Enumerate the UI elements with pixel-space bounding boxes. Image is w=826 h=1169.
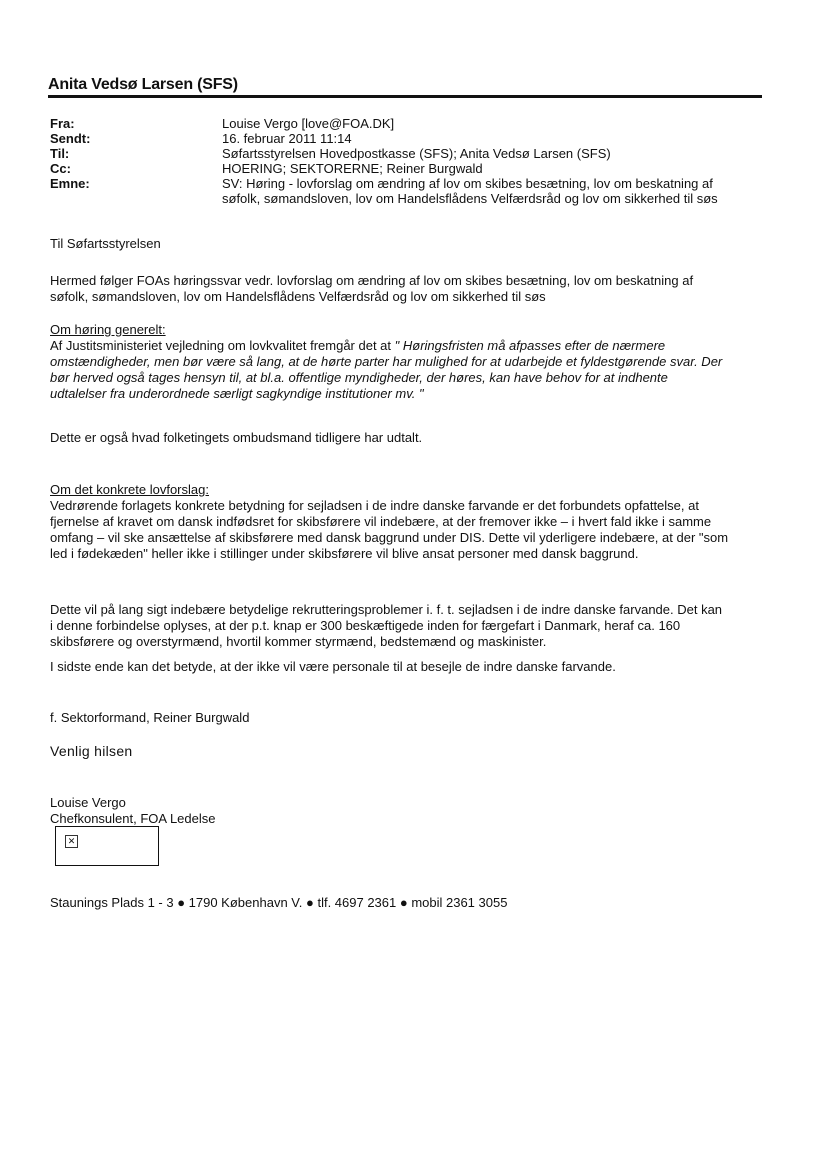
subject-label: Emne:: [50, 176, 90, 191]
general-lead: Af Justitsministeriet vejledning om lovkvalitet fremgår det at: [50, 338, 395, 353]
intro-line-2: søfolk, sømandsloven, lov om Handelsflådens Velfærdsråd og lov om sikkerhed til søs: [50, 289, 546, 304]
sent-value: 16. februar 2011 11:14: [222, 131, 352, 146]
specific-line-2: fjernelse af kravet om dansk indfødsret for skibsførere vil indebære, at der fremover ikke – i hvert fald ikke i samme: [50, 514, 712, 529]
to-value: Søfartsstyrelsen Hovedpostkasse (SFS); Anita Vedsø Larsen (SFS): [222, 146, 611, 161]
email-header: [50, 116, 770, 206]
general-quote-1: " Høringsfristen må afpasses efter de nærmere: [394, 338, 666, 353]
cc-row: [50, 161, 770, 176]
recruit-line-2: i denne forbindelse oplyses, at der p.t. knap er 300 beskæftigede inden for færgefart i Danmark, heraf ca. 160: [50, 618, 681, 633]
cc-value: HOERING; SEKTORERNE; Reiner Burgwald: [222, 161, 483, 176]
address-line: Staunings Plads 1 - 3 ● 1790 København V. ● tlf. 4697 2361 ● mobil 2361 3055: [50, 895, 508, 910]
sent-row: [50, 131, 770, 146]
from-label: Fra:: [50, 116, 75, 131]
heading-general: Om høring generelt:: [50, 322, 166, 337]
general-quote-3: bør herved også tages hensyn til, at bl.a. offentlige myndigheder, der høres, kan have behov for at indhente: [50, 370, 668, 385]
specific-section: [50, 482, 780, 562]
subject-line-2: søfolk, sømandsloven, lov om Handelsflådens Velfærdsråd og lov om sikkerhed til søs: [222, 191, 718, 206]
specific-line-1: Vedrørende forlagets konkrete betydning for sejladsen i de indre danske farvande er det forbundets opfattelse, at: [50, 498, 699, 513]
intro-paragraph: [50, 273, 780, 305]
subject-line-1: SV: Høring - lovforslag om ændring af lov om skibes besætning, lov om beskatning af: [222, 176, 713, 191]
recruit-line-1: Dette vil på lang sigt indebære betydelige rekrutteringsproblemer i. f. t. sejladsen i de indre danske farvande. Det kan: [50, 602, 723, 617]
sender-name-heading: Anita Vedsø Larsen (SFS): [48, 76, 762, 98]
intro-line-1: Hermed følger FOAs høringssvar vedr. lovforslag om ændring af lov om skibes besætning, lov om beskatning af: [50, 273, 694, 288]
specific-line-3: omfang – vil ske ansættelse af skibsførere med dansk baggrund under DIS. Dette vil yderligere indebære, at der "som: [50, 530, 729, 545]
signature-block: [50, 795, 780, 827]
signature-title: Chefkonsulent, FOA Ledelse: [50, 811, 216, 826]
broken-image-icon: ✕: [65, 835, 78, 848]
from-row: [50, 116, 770, 131]
to-label: Til:: [50, 146, 70, 161]
signoff-behalf: f. Sektorformand, Reiner Burgwald: [50, 710, 250, 725]
recruitment-paragraph: [50, 602, 780, 650]
from-value: Louise Vergo [love@FOA.DK]: [222, 116, 395, 131]
general-quote-2: omstændigheder, men bør være så lang, at de hørte parter har mulighed for at udarbejde et fyldestgørende svar. Der: [50, 354, 723, 369]
cc-label: Cc:: [50, 161, 71, 176]
to-row: [50, 146, 770, 161]
sent-label: Sendt:: [50, 131, 91, 146]
salutation: Til Søfartsstyrelsen: [50, 236, 161, 251]
signature-image-frame: [55, 826, 159, 866]
general-quote-4: udtalelser fra underordnede særligt sagkyndige institutioner mv. ": [50, 386, 424, 401]
signature-name: Louise Vergo: [50, 795, 126, 810]
general-section: [50, 322, 780, 402]
regards: Venlig hilsen: [50, 743, 133, 759]
subject-row: [50, 176, 770, 206]
subject-value: [222, 176, 770, 206]
recruit-line-3: skibsførere og overstyrmænd, hvortil kommer styrmænd, bedstemænd og maskinister.: [50, 634, 547, 649]
conclusion-paragraph: I sidste ende kan det betyde, at der ikke vil være personale til at besejle de indre danske farvande.: [50, 659, 616, 674]
heading-specific: Om det konkrete lovforslag:: [50, 482, 209, 497]
ombudsmand-paragraph: Dette er også hvad folketingets ombudsmand tidligere har udtalt.: [50, 430, 423, 445]
specific-line-4: led i fødekæden" heller ikke i stillinger under skibsførere vil blive ansat personer med dansk baggrund.: [50, 546, 639, 561]
